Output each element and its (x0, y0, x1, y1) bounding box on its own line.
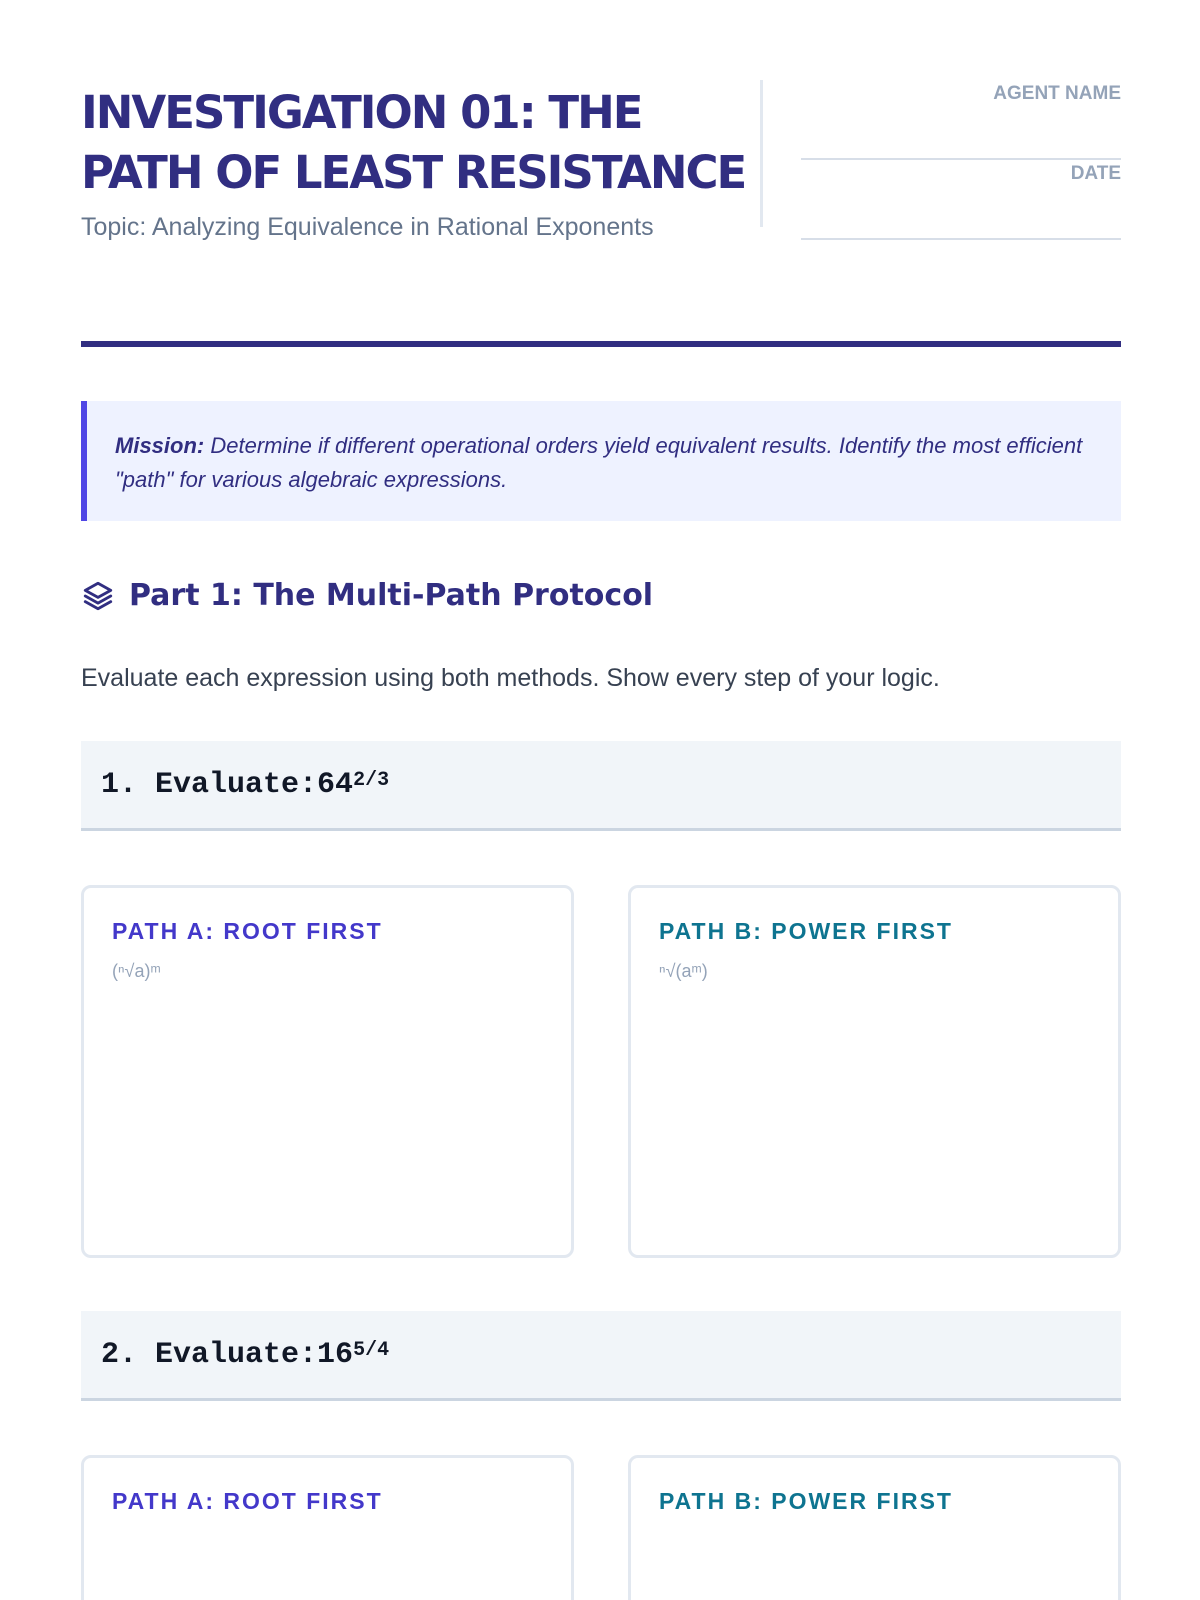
agent-name-label: AGENT NAME (993, 83, 1121, 104)
problem-2-exponent: 5/4 (353, 1339, 390, 1362)
problem-2-base: 16 (317, 1337, 354, 1372)
layers-icon (81, 579, 115, 613)
problem-1-path-a-box[interactable] (81, 885, 574, 1258)
mission-label: Mission: (115, 433, 205, 458)
page-title: INVESTIGATION 01: THE PATH OF LEAST RESISTANCE (81, 86, 746, 199)
part1-heading (81, 578, 653, 613)
title-block (81, 83, 761, 242)
mission-text: Determine if different operational orders yield equivalent results. Identify the most efficient "path" for various algebraic expressions. (115, 433, 1083, 492)
agent-name-field[interactable] (801, 80, 1121, 160)
problem-1-path-b-box[interactable] (628, 885, 1121, 1258)
problem-2-prompt (81, 1311, 1121, 1401)
date-label: DATE (1070, 163, 1121, 184)
header (81, 0, 1119, 347)
part1-instructions: Evaluate each expression using both methods. Show every step of your logic. (81, 664, 940, 692)
path-a-title: PATH A: ROOT FIRST (112, 1488, 383, 1514)
problem-2-path-a-box[interactable] (81, 1455, 574, 1600)
path-b-title: PATH B: POWER FIRST (659, 1488, 953, 1514)
part1-title: Part 1: The Multi-Path Protocol (129, 578, 654, 613)
header-divider (81, 341, 1121, 347)
problem-2-prefix: 2. Evaluate: (101, 1337, 318, 1372)
problem-2-path-b-box[interactable] (628, 1455, 1121, 1600)
page-subtitle: Topic: Analyzing Equivalence in Rational Exponents (81, 213, 654, 241)
path-b-formula: ⁿ√(aᵐ) (659, 961, 708, 981)
meta-fields (801, 80, 1121, 240)
problem-1-prompt (81, 741, 1121, 831)
path-a-title: PATH A: ROOT FIRST (112, 918, 383, 944)
vertical-divider (760, 80, 763, 227)
date-field[interactable] (801, 160, 1121, 240)
problem-1-prefix: 1. Evaluate: (101, 767, 318, 802)
mission-callout (81, 401, 1121, 521)
problem-1-base: 64 (317, 767, 354, 802)
path-a-formula: (ⁿ√a)ᵐ (112, 961, 161, 981)
problem-1-exponent: 2/3 (353, 769, 390, 792)
path-b-title: PATH B: POWER FIRST (659, 918, 953, 944)
